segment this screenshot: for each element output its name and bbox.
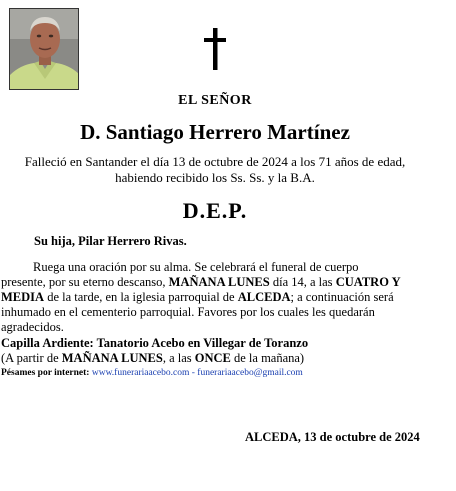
- cross-icon: [203, 28, 227, 75]
- prayer-line: Ruega una oración por su alma. Se celebrará el funeral de cuerpo: [33, 260, 359, 274]
- chapel-time-text: , a las: [162, 351, 195, 365]
- prayer-location: ALCEDA: [237, 290, 291, 304]
- chapel-time-hour: ONCE: [194, 351, 231, 365]
- place-date: ALCEDA, 13 de octubre de 2024: [245, 430, 420, 444]
- family-line: Su hija, Pilar Herrero Rivas.: [34, 234, 187, 248]
- prayer-day: MAÑANA LUNES: [168, 275, 270, 289]
- prayer-text: ; a continuación será: [290, 290, 394, 304]
- prayer-text: de la tarde, en la iglesia parroquial de: [44, 290, 238, 304]
- death-details-line: Falleció en Santander el día 13 de octubre de 2024 a los 71 años de edad,: [24, 154, 406, 169]
- chapel-line: Capilla Ardiente: Tanatorio Acebo en Villegar de Toranzo: [1, 336, 309, 350]
- deceased-name: D. Santiago Herrero Martínez: [80, 120, 350, 144]
- funeral-home-email-link[interactable]: funerariaacebo@gmail.com: [197, 368, 303, 378]
- chapel-time: [1, 351, 304, 366]
- condolences-separator: -: [189, 368, 198, 378]
- dep-title: D.E.P.: [182, 198, 248, 223]
- prayer-line: agradecidos.: [1, 320, 64, 334]
- death-details-line: habiendo recibido los Ss. Ss. y la B.A.: [115, 170, 315, 185]
- prayer-line: [1, 275, 430, 290]
- deceased-photo: [9, 8, 79, 90]
- condolences-label: Pésames por internet:: [1, 368, 90, 378]
- prayer-text: día 14, a las: [269, 275, 336, 289]
- chapel-time-day: MAÑANA LUNES: [61, 351, 163, 365]
- prayer-line: [1, 290, 430, 305]
- prayer-time: CUATRO Y: [335, 275, 401, 289]
- prayer-text: presente, por su eterno descanso,: [1, 275, 169, 289]
- heading: EL SEÑOR: [178, 93, 252, 108]
- prayer-line: inhumado en el cementerio parroquial. Favores por los cuales les quedarán: [1, 305, 375, 319]
- chapel-time-text: de la mañana): [230, 351, 305, 365]
- death-details: [0, 154, 430, 186]
- funeral-home-website-link[interactable]: www.funerariaacebo.com: [91, 368, 190, 378]
- prayer-time: MEDIA: [1, 290, 45, 304]
- prayer-paragraph: [1, 260, 430, 335]
- condolences-line: [1, 368, 303, 378]
- chapel-time-text: (A partir de: [1, 351, 62, 365]
